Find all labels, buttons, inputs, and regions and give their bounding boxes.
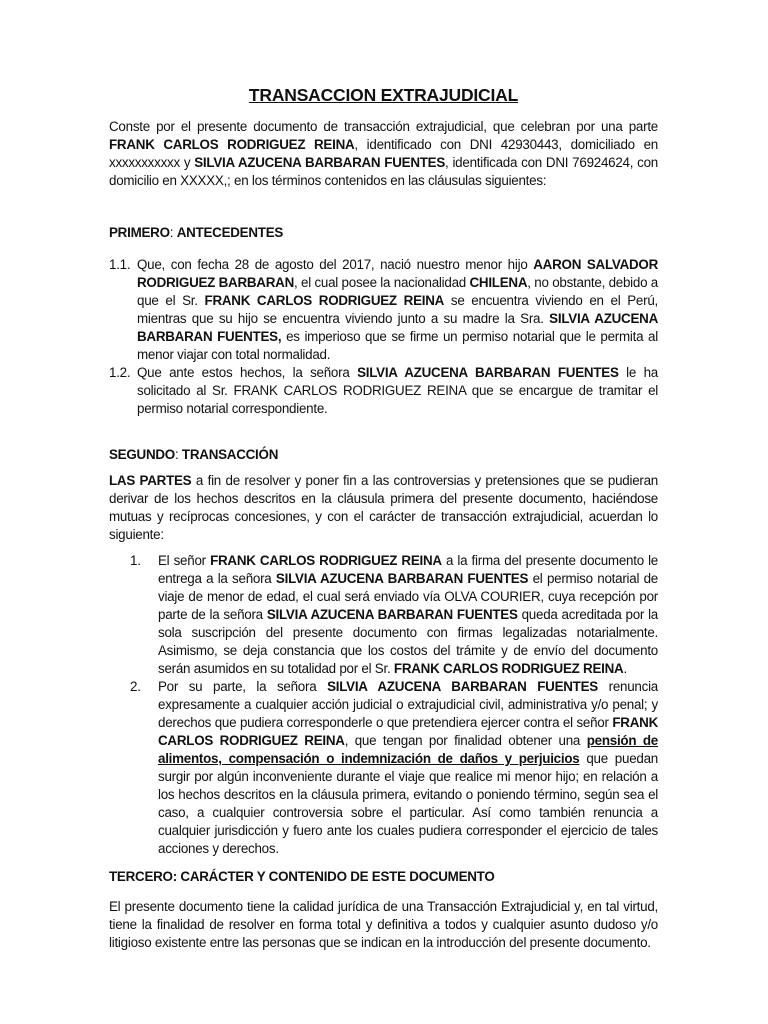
section-heading-tercero: TERCERO: CARÁCTER Y CONTENIDO DE ESTE DOCUMENTO bbox=[109, 869, 495, 884]
agreement-number: 1. bbox=[130, 553, 141, 568]
section-heading-primero bbox=[109, 224, 658, 242]
party-name-silvia: SILVIA AZUCENA BARBARAN FUENTES bbox=[194, 155, 446, 170]
intro-text: , identificada con DNI 76924624, con domicilio en XXXXX,; en los términos contenidos en las cláusulas siguientes: bbox=[109, 155, 658, 188]
heading-label: PRIMERO bbox=[109, 225, 170, 240]
heading-label: SEGUNDO bbox=[109, 447, 175, 462]
clause-number: 1.1. bbox=[109, 257, 131, 272]
heading-title: TRANSACCIÓN bbox=[181, 447, 279, 462]
intro-text: Conste por el presente documento de transacción extrajudicial, que celebran por una parte bbox=[109, 119, 658, 134]
clause-text: Que ante estos hechos, la señora SILVIA AZUCENA BARBARAN FUENTES le ha solicitado al Sr. FRANK CARLOS RODRIGUEZ REINA que se encargue de tramitar el permiso notarial correspondiente. bbox=[137, 365, 659, 416]
heading-title: ANTECEDENTES bbox=[176, 225, 284, 240]
agreement-text: El señor FRANK CARLOS RODRIGUEZ REINA a la firma del presente documento le entrega a la señora SILVIA AZUCENA BARBARAN FUENTES el permiso notarial de viaje de menor de edad, el cual será enviado vía OLVA COURIER, cuya recepción por parte de la señora SILVIA AZUCENA BARBARAN FUENTES queda acreditada por la sola suscripción del presente documento con firmas legalizadas notarialmente. Asimismo, se deja constancia que los costos del trámite y de envío del documento serán asumidos en su totalidad por el Sr. FRANK CARLOS RODRIGUEZ REINA. bbox=[158, 553, 659, 676]
clause-item bbox=[109, 256, 658, 364]
clause-item bbox=[109, 364, 658, 418]
tercero-paragraph: El presente documento tiene la calidad jurídica de una Transacción Extrajudicial y, en tal virtud, tiene la finalidad de resolver en forma total y definitiva a todos y cualquier asunto dudoso y/o litigioso existente entre las personas que se indican en la introducción del presente documento. bbox=[109, 899, 658, 950]
document-title: TRANSACCION EXTRAJUDICIAL bbox=[248, 85, 519, 105]
clause-text: Que, con fecha 28 de agosto del 2017, nació nuestro menor hijo AARON SALVADOR RODRIGUEZ BARBARAN, el cual posee la nacionalidad CHILENA, no obstante, debido a que el Sr. FRANK CARLOS RODRIGUEZ REINA se encuentra viviendo en el Perú, mientras que su hijo se encuentra viviendo junto a su madre la Sra. SILVIA AZUCENA BARBARAN FUENTES, es imperioso que se firme un permiso notarial que le permita al menor viajar con total normalidad. bbox=[137, 257, 659, 362]
clause-number: 1.2. bbox=[109, 365, 131, 380]
segundo-lead-paragraph: LAS PARTES a fin de resolver y poner fin a las controversias y pretensiones que se pudieran derivar de los hechos descritos en la cláusula primera del presente documento, haciéndose mutuas y recíprocas concesiones, y con el carácter de transacción extrajudicial, acuerdan lo siguiente: bbox=[109, 473, 658, 542]
intro-paragraph bbox=[109, 118, 658, 190]
agreement-text: Por su parte, la señora SILVIA AZUCENA BARBARAN FUENTES renuncia expresamente a cualquier acción judicial o extrajudicial civil, administrativa y/o penal; y derechos que pudiera corresponderle o que pretendiera ejercer contra el señor FRANK CARLOS RODRIGUEZ REINA, que tengan por finalidad obtener una pensión de alimentos, compensación o indemnización de daños y perjuicios que puedan surgir por algún inconveniente durante el viaje que realice mi menor hijo; en relación a los hechos descritos en la cláusula primera, evitando o poniendo término, según sea el caso, a cualquier controversia sobre el particular. Así como también renuncia a cualquier jurisdicción y fuero ante los cuales pudiera corresponder el ejercicio de tales acciones y derechos. bbox=[158, 679, 658, 856]
agreement-item bbox=[109, 552, 658, 678]
heading-separator: : bbox=[169, 225, 177, 240]
section-heading-segundo bbox=[109, 446, 658, 464]
party-name-frank: FRANK CARLOS RODRIGUEZ REINA bbox=[109, 137, 355, 152]
heading-separator: : bbox=[174, 447, 182, 462]
agreement-item bbox=[109, 678, 658, 858]
intro-text: , identificado con DNI 42930443, domiciliado en xxxxxxxxxxx y bbox=[109, 137, 658, 170]
agreement-number: 2. bbox=[130, 679, 141, 694]
